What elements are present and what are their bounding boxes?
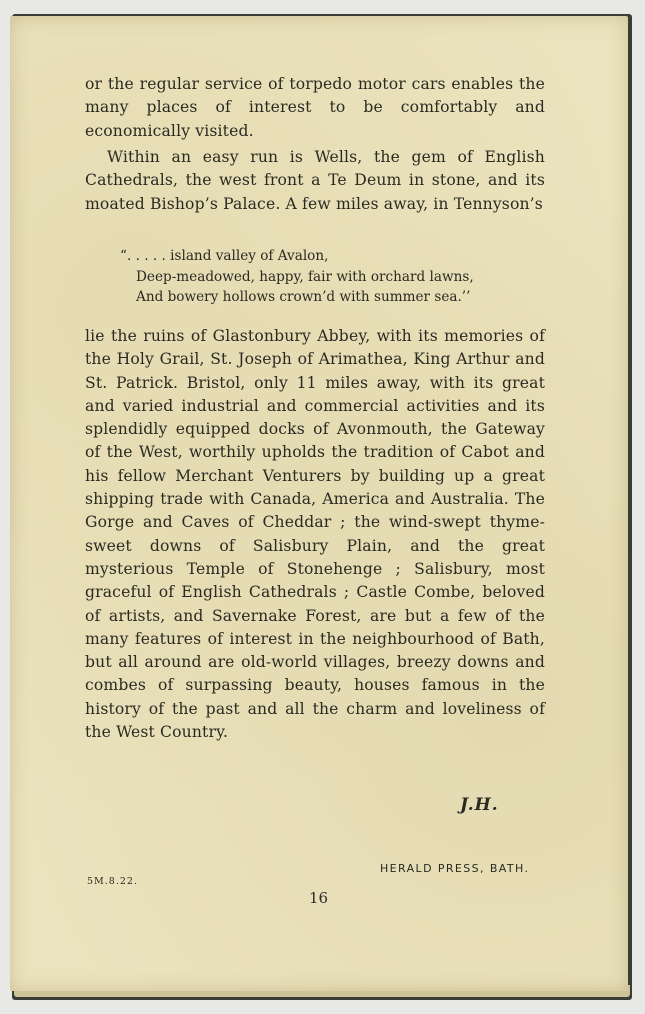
print-code: 5M.8.22.	[87, 876, 138, 887]
poem-quote	[120, 246, 540, 308]
poem-line-2: Deep-meadowed, happy, fair with orchard lawns,	[136, 268, 474, 285]
poem-line-1: “. . . . . island valley of Avalon,	[120, 248, 329, 264]
printer-imprint: HERALD PRESS, BATH.	[380, 862, 530, 875]
page-number: 16	[309, 889, 329, 907]
paragraph-2: Within an easy run is Wells, the gem of English Cathedrals, the west front a Te Deum in stone, and its moated Bishop’s Palace. A few miles away, in Tennyson’s	[85, 148, 545, 213]
signature: J.H.	[460, 795, 499, 815]
poem-line-3: And bowery hollows crown’d with summer sea.’’	[136, 289, 471, 306]
paragraph-3: lie the ruins of Glastonbury Abbey, with its memories of the Holy Grail, St. Joseph of Arimathea, King Arthur and St. Patrick. Bristol, only 11 miles away, with its great and varied industrial and commercial activities and its splendidly equipped docks of Avonmouth, the Gateway of the West, worthily upholds the tradition of Cabot and his fellow Merchant Venturers by building up a great shipping trade with Canada, America and Australia. The Gorge and Caves of Cheddar ; the wind-swept thyme-sweet downs of Salisbury Plain, and the great mysterious Temple of Stonehenge ; Salisbury, most graceful of English Cathedrals ; Castle Combe, beloved of artists, and Savernake Forest, are but a few of the many features of interest in the neighbourhood of Bath, but all around are old-world villages, breezy downs and combes of surpassing beauty, houses famous in the history of the past and all the charm and loveliness of the West Country.	[85, 327, 545, 742]
paragraph-1: or the regular service of torpedo motor cars enables the many places of interest to be comfortably and economically visited.	[85, 75, 545, 140]
